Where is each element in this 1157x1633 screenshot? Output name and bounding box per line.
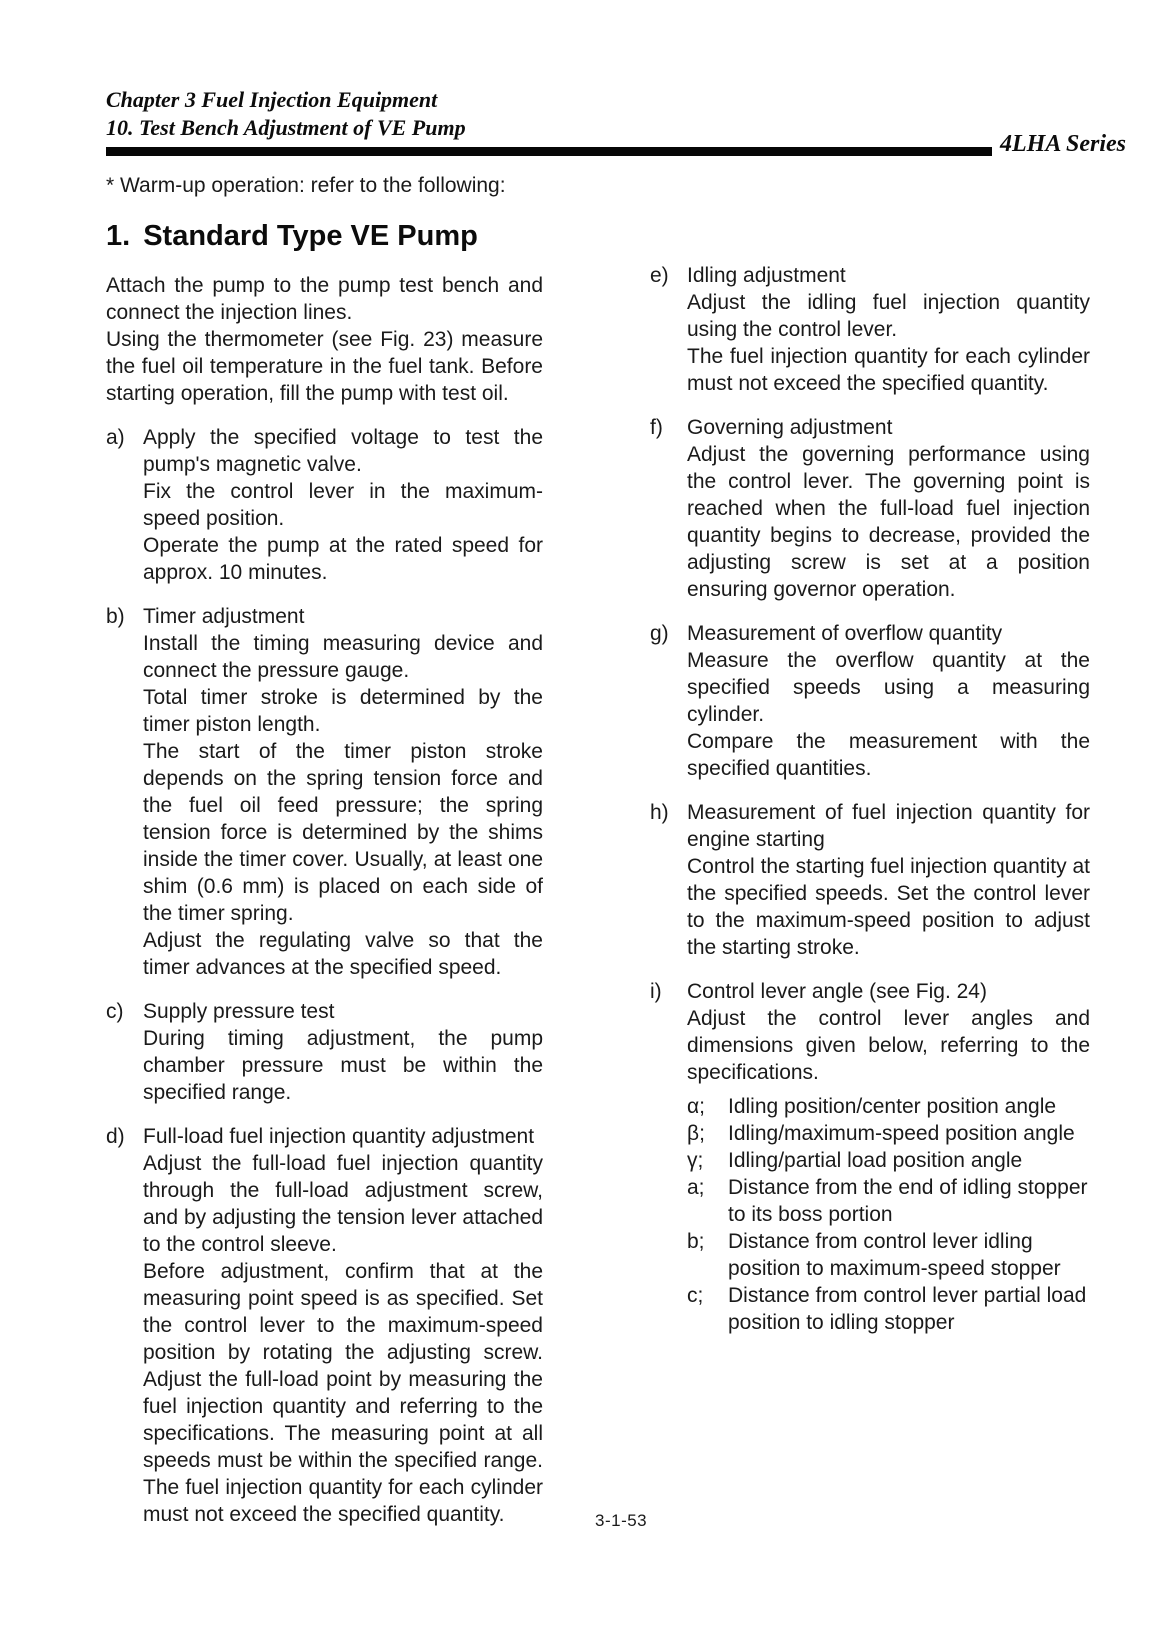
- angle-text: Idling/maximum-speed position angle: [728, 1122, 1075, 1145]
- heading-number: 1.: [106, 220, 131, 252]
- item-letter: i): [650, 980, 662, 1003]
- angle-label: γ;: [687, 1149, 704, 1172]
- item-paragraph: Idling adjustment: [687, 264, 846, 287]
- right-column: [650, 262, 1090, 1336]
- item-letter: b): [106, 605, 125, 628]
- divider-rule: [106, 147, 992, 156]
- intro-paragraphs: [106, 272, 543, 407]
- intro-paragraph: Using the thermometer (see Fig. 23) measure the fuel oil temperature in the fuel tank. Before starting operation, fill the pump with test oil.: [106, 328, 543, 405]
- item-body: [143, 424, 543, 586]
- item-paragraph: Install the timing measuring device and connect the pressure gauge.: [143, 632, 543, 682]
- page-heading: [106, 220, 543, 252]
- angle-text: Idling/partial load position angle: [728, 1149, 1023, 1172]
- item-paragraph: During timing adjustment, the pump chamber pressure must be within the specified range.: [143, 1027, 543, 1104]
- angle-label: b;: [687, 1230, 705, 1253]
- item-paragraph: Compare the measurement with the specified quantities.: [687, 730, 1090, 780]
- item-letter: a): [106, 426, 125, 449]
- item-paragraph: Adjust the idling fuel injection quantity using the control lever.: [687, 291, 1090, 341]
- item-letter: d): [106, 1125, 125, 1148]
- item-body: [687, 978, 1090, 1336]
- list-item-c: [106, 998, 543, 1106]
- list-item-a: [106, 424, 543, 586]
- item-paragraph: Before adjustment, confirm that at the measuring point speed is as specified. Set the control lever to the maximum-speed position by rotating the adjusting screw. Adjust the full-load point by measuring the fuel injection quantity and referring to the specifications. The measuring point at all speeds must be within the specified range. The fuel injection quantity for each cylinder must not exceed the specified quantity.: [143, 1260, 543, 1526]
- item-paragraph: Adjust the regulating valve so that the timer advances at the specified speed.: [143, 929, 543, 979]
- item-paragraph: Adjust the control lever angles and dimensions given below, referring to the specifications.: [687, 1007, 1090, 1084]
- item-paragraph: The start of the timer piston stroke depends on the spring tension force and the fuel oil feed pressure; the spring tension force is determined by the shims inside the timer cover. Usually, at least one shim (0.6 mm) is placed on each side of the timer spring.: [143, 740, 543, 925]
- angle-list-item: [687, 1093, 1090, 1120]
- item-paragraph: The fuel injection quantity for each cylinder must not exceed the specified quantity.: [687, 345, 1090, 395]
- doc-header: [106, 86, 466, 142]
- angle-text: Distance from control lever idling position to maximum-speed stopper: [728, 1230, 1061, 1280]
- angle-list-item: [687, 1120, 1090, 1147]
- item-paragraph: Operate the pump at the rated speed for approx. 10 minutes.: [143, 534, 543, 584]
- item-paragraph: Timer adjustment: [143, 605, 305, 628]
- item-body: [687, 799, 1090, 961]
- list-item-i: [650, 978, 1090, 1336]
- item-paragraph: Control lever angle (see Fig. 24): [687, 980, 987, 1003]
- item-body: [143, 998, 543, 1106]
- item-body: [687, 414, 1090, 603]
- angle-text: Idling position/center position angle: [728, 1095, 1057, 1118]
- page-number: 3-1-53: [595, 1511, 648, 1530]
- list-item-f: [650, 414, 1090, 603]
- angle-dimension-list: [687, 1093, 1090, 1336]
- list-item-d: [106, 1123, 543, 1528]
- item-paragraph: Adjust the full-load fuel injection quantity through the full-load adjustment screw, and by adjusting the tension lever attached to the control sleeve.: [143, 1152, 543, 1256]
- intro-paragraph: Attach the pump to the pump test bench and connect the injection lines.: [106, 274, 543, 324]
- item-letter: c): [106, 1000, 124, 1023]
- series-label: 4LHA Series: [1000, 131, 1127, 157]
- angle-list-item: [687, 1282, 1090, 1336]
- heading-title: Standard Type VE Pump: [143, 220, 478, 252]
- angle-list-item: [687, 1228, 1090, 1282]
- angle-label: β;: [687, 1122, 705, 1145]
- item-paragraph: Fix the control lever in the maximum-speed position.: [143, 480, 543, 530]
- item-paragraph: Total timer stroke is determined by the timer piston length.: [143, 686, 543, 736]
- item-paragraph: Governing adjustment: [687, 416, 893, 439]
- item-paragraph: Measurement of overflow quantity: [687, 622, 1003, 645]
- angle-text: Distance from control lever partial load position to idling stopper: [728, 1284, 1087, 1334]
- list-item-h: [650, 799, 1090, 961]
- list-item-e: [650, 262, 1090, 397]
- chapter-title: Chapter 3 Fuel Injection Equipment: [106, 87, 438, 112]
- item-paragraph: Control the starting fuel injection quantity at the specified speeds. Set the control lever to the maximum-speed position to adjust the starting stroke.: [687, 855, 1090, 959]
- item-paragraph: Apply the specified voltage to test the pump's magnetic valve.: [143, 426, 543, 476]
- item-paragraph: Supply pressure test: [143, 1000, 335, 1023]
- warmup-note: * Warm-up operation: refer to the following:: [106, 174, 506, 197]
- list-item-g: [650, 620, 1090, 782]
- angle-list-item: [687, 1147, 1090, 1174]
- item-body: [687, 262, 1090, 397]
- angle-label: a;: [687, 1176, 705, 1199]
- list-item-b: [106, 603, 543, 981]
- angle-label: c;: [687, 1284, 704, 1307]
- item-paragraph: Full-load fuel injection quantity adjustment: [143, 1125, 535, 1148]
- item-body: [143, 603, 543, 981]
- left-column: [106, 220, 543, 1528]
- item-paragraph: Measure the overflow quantity at the specified speeds using a measuring cylinder.: [687, 649, 1090, 726]
- item-paragraph: Adjust the governing performance using the control lever. The governing point is reached when the full-load fuel injection quantity begins to decrease, provided the adjusting screw is set at a position ensuring governor operation.: [687, 443, 1090, 601]
- item-letter: f): [650, 416, 663, 439]
- item-letter: e): [650, 264, 669, 287]
- item-body: [143, 1123, 543, 1528]
- item-paragraph: Measurement of fuel injection quantity for engine starting: [687, 801, 1090, 851]
- item-letter: h): [650, 801, 669, 824]
- angle-label: α;: [687, 1095, 705, 1118]
- item-letter: g): [650, 622, 669, 645]
- angle-text: Distance from the end of idling stopper to its boss portion: [728, 1176, 1088, 1226]
- angle-list-item: [687, 1174, 1090, 1228]
- section-title: 10. Test Bench Adjustment of VE Pump: [106, 115, 466, 140]
- item-body: [687, 620, 1090, 782]
